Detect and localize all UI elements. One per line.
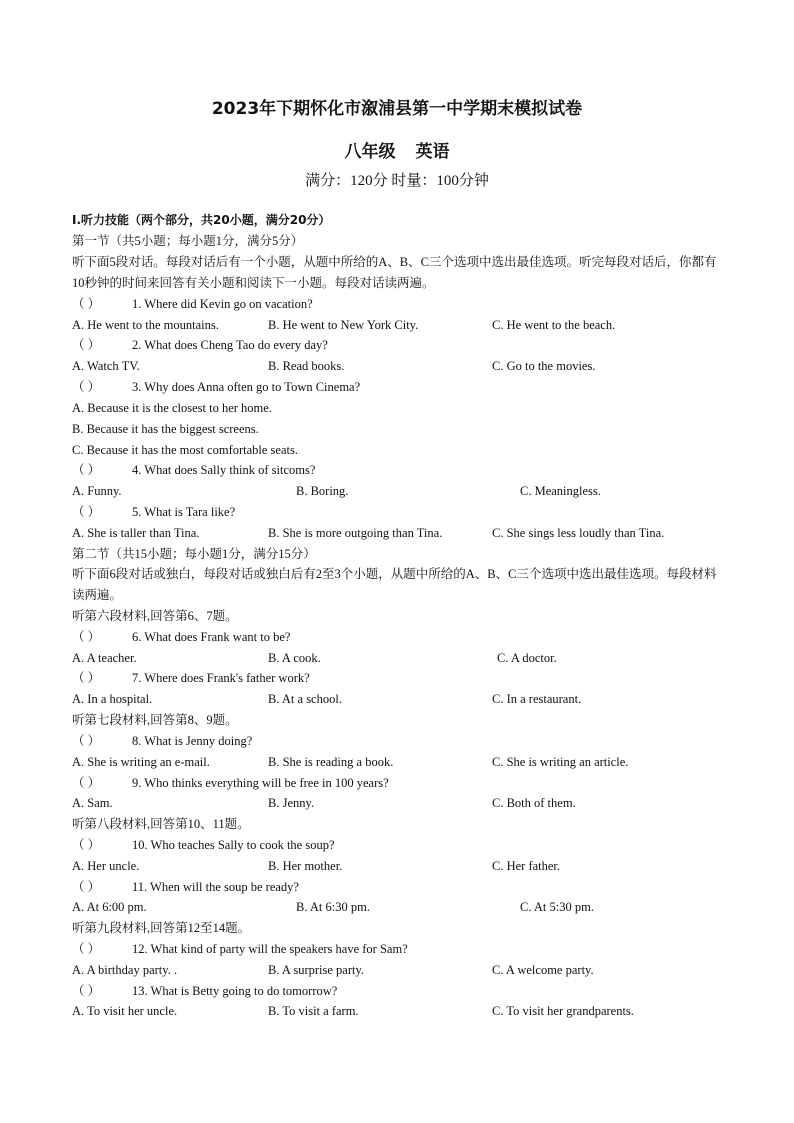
answer-blank[interactable]: （ ）	[72, 838, 101, 852]
option-c: C. She is writing an article.	[492, 755, 629, 769]
option-a: A. He went to the mountains.	[72, 318, 219, 332]
question-text: 6. What does Frank want to be?	[132, 630, 291, 644]
answer-blank[interactable]: （ ）	[72, 942, 101, 956]
section1-instructions: 听下面5段对话。每段对话后有一个小题，从题中所给的A、B、C三个选项中选出最佳选项。听完每段对话后，你都有10秒钟的时间来回答有关小题和阅读下一小题。每段对话读两遍。	[72, 255, 717, 290]
option-b: B. A surprise party.	[268, 963, 365, 977]
answer-blank[interactable]: （ ）	[72, 630, 101, 644]
option-b: B. Boring.	[296, 484, 349, 498]
question-text: 4. What does Sally think of sitcoms?	[132, 463, 316, 477]
section2-heading: 第二节（共15小题；每小题1分，满分15分）	[72, 547, 316, 561]
option-a: A. She is taller than Tina.	[72, 526, 200, 540]
question-9	[72, 775, 389, 791]
score-time-line: 满分：120分 时量：100分钟	[305, 173, 489, 189]
option-b: B. Because it has the biggest screens.	[72, 422, 259, 436]
answer-blank[interactable]: （ ）	[72, 338, 101, 352]
option-c: C. Her father.	[492, 859, 561, 873]
question-text: 11. When will the soup be ready?	[132, 880, 299, 894]
option-c: C. Both of them.	[492, 796, 576, 810]
question-6	[72, 629, 290, 645]
material-note-6: 听第六段材料,回答第6、7题。	[72, 609, 238, 623]
option-a: A. Funny.	[72, 484, 122, 498]
question-text: 10. Who teaches Sally to cook the soup?	[132, 838, 335, 852]
question-1	[72, 296, 313, 312]
option-b: B. At 6:30 pm.	[296, 900, 370, 914]
answer-blank[interactable]: （ ）	[72, 880, 101, 894]
question-text: 2. What does Cheng Tao do every day?	[132, 338, 328, 352]
option-c: C. At 5:30 pm.	[520, 900, 594, 914]
option-b: B. Read books.	[268, 359, 345, 373]
option-b: B. A cook.	[268, 651, 321, 665]
option-a: A. At 6:00 pm.	[72, 900, 147, 914]
option-c: C. In a restaurant.	[492, 692, 582, 706]
option-c: C. Go to the movies.	[492, 359, 596, 373]
option-a: A. Her uncle.	[72, 859, 140, 873]
exam-subtitle: 八年级 英语	[344, 142, 450, 162]
material-note-9: 听第九段材料,回答第12至14题。	[72, 921, 251, 935]
question-5	[72, 504, 235, 520]
answer-blank[interactable]: （ ）	[72, 776, 101, 790]
answer-blank[interactable]: （ ）	[72, 505, 101, 519]
answer-blank[interactable]: （ ）	[72, 297, 101, 311]
question-text: 12. What kind of party will the speakers have for Sam?	[132, 942, 408, 956]
option-c: C. He went to the beach.	[492, 318, 616, 332]
material-note-7: 听第七段材料,回答第8、9题。	[72, 713, 238, 727]
section2-instructions: 听下面6段对话或独白，每段对话或独白后有2至3个小题，从题中所给的A、B、C三个选项中选出最佳选项。每段材料读两遍。	[72, 567, 717, 602]
question-3	[72, 379, 360, 395]
option-a: A. Because it is the closest to her home.	[72, 401, 272, 415]
question-7	[72, 670, 310, 686]
question-text: 5. What is Tara like?	[132, 505, 236, 519]
question-4	[72, 462, 315, 478]
question-13	[72, 983, 337, 999]
option-c: C. Meaningless.	[520, 484, 601, 498]
option-a: A. Sam.	[72, 796, 113, 810]
question-10	[72, 837, 335, 853]
option-b: B. She is reading a book.	[268, 755, 394, 769]
option-a: A. She is writing an e-mail.	[72, 755, 210, 769]
option-b: B. To visit a farm.	[268, 1004, 359, 1018]
question-8	[72, 733, 252, 749]
option-b: B. Her mother.	[268, 859, 343, 873]
question-11	[72, 879, 299, 895]
question-text: 3. Why does Anna often go to Town Cinema?	[132, 380, 361, 394]
answer-blank[interactable]: （ ）	[72, 380, 101, 394]
question-text: 9. Who thinks everything will be free in 100 years?	[132, 776, 389, 790]
option-c: C. A doctor.	[497, 651, 557, 665]
part1-heading: Ⅰ.听力技能（两个部分，共20小题，满分20分）	[72, 213, 331, 227]
option-a: A. Watch TV.	[72, 359, 140, 373]
option-b: B. She is more outgoing than Tina.	[268, 526, 443, 540]
option-a: A. To visit her uncle.	[72, 1004, 178, 1018]
material-note-8: 听第八段材料,回答第10、11题。	[72, 817, 250, 831]
question-text: 13. What is Betty going to do tomorrow?	[132, 984, 338, 998]
question-text: 1. Where did Kevin go on vacation?	[132, 297, 313, 311]
option-a: A. A birthday party. .	[72, 963, 178, 977]
answer-blank[interactable]: （ ）	[72, 463, 101, 477]
option-c: C. Because it has the most comfortable seats.	[72, 443, 298, 457]
option-b: B. Jenny.	[268, 796, 315, 810]
option-c: C. To visit her grandparents.	[492, 1004, 634, 1018]
option-c: C. She sings less loudly than Tina.	[492, 526, 665, 540]
question-2	[72, 337, 328, 353]
option-b: B. He went to New York City.	[268, 318, 419, 332]
question-text: 8. What is Jenny doing?	[132, 734, 253, 748]
option-c: C. A welcome party.	[492, 963, 594, 977]
section1-heading: 第一节（共5小题；每小题1分，满分5分）	[72, 234, 304, 248]
option-a: A. A teacher.	[72, 651, 137, 665]
option-a: A. In a hospital.	[72, 692, 153, 706]
exam-title: 2023年下期怀化市溆浦县第一中学期末模拟试卷	[211, 99, 583, 119]
answer-blank[interactable]: （ ）	[72, 984, 101, 998]
answer-blank[interactable]: （ ）	[72, 671, 101, 685]
question-text: 7. Where does Frank's father work?	[132, 671, 310, 685]
option-b: B. At a school.	[268, 692, 342, 706]
question-12	[72, 941, 408, 957]
answer-blank[interactable]: （ ）	[72, 734, 101, 748]
